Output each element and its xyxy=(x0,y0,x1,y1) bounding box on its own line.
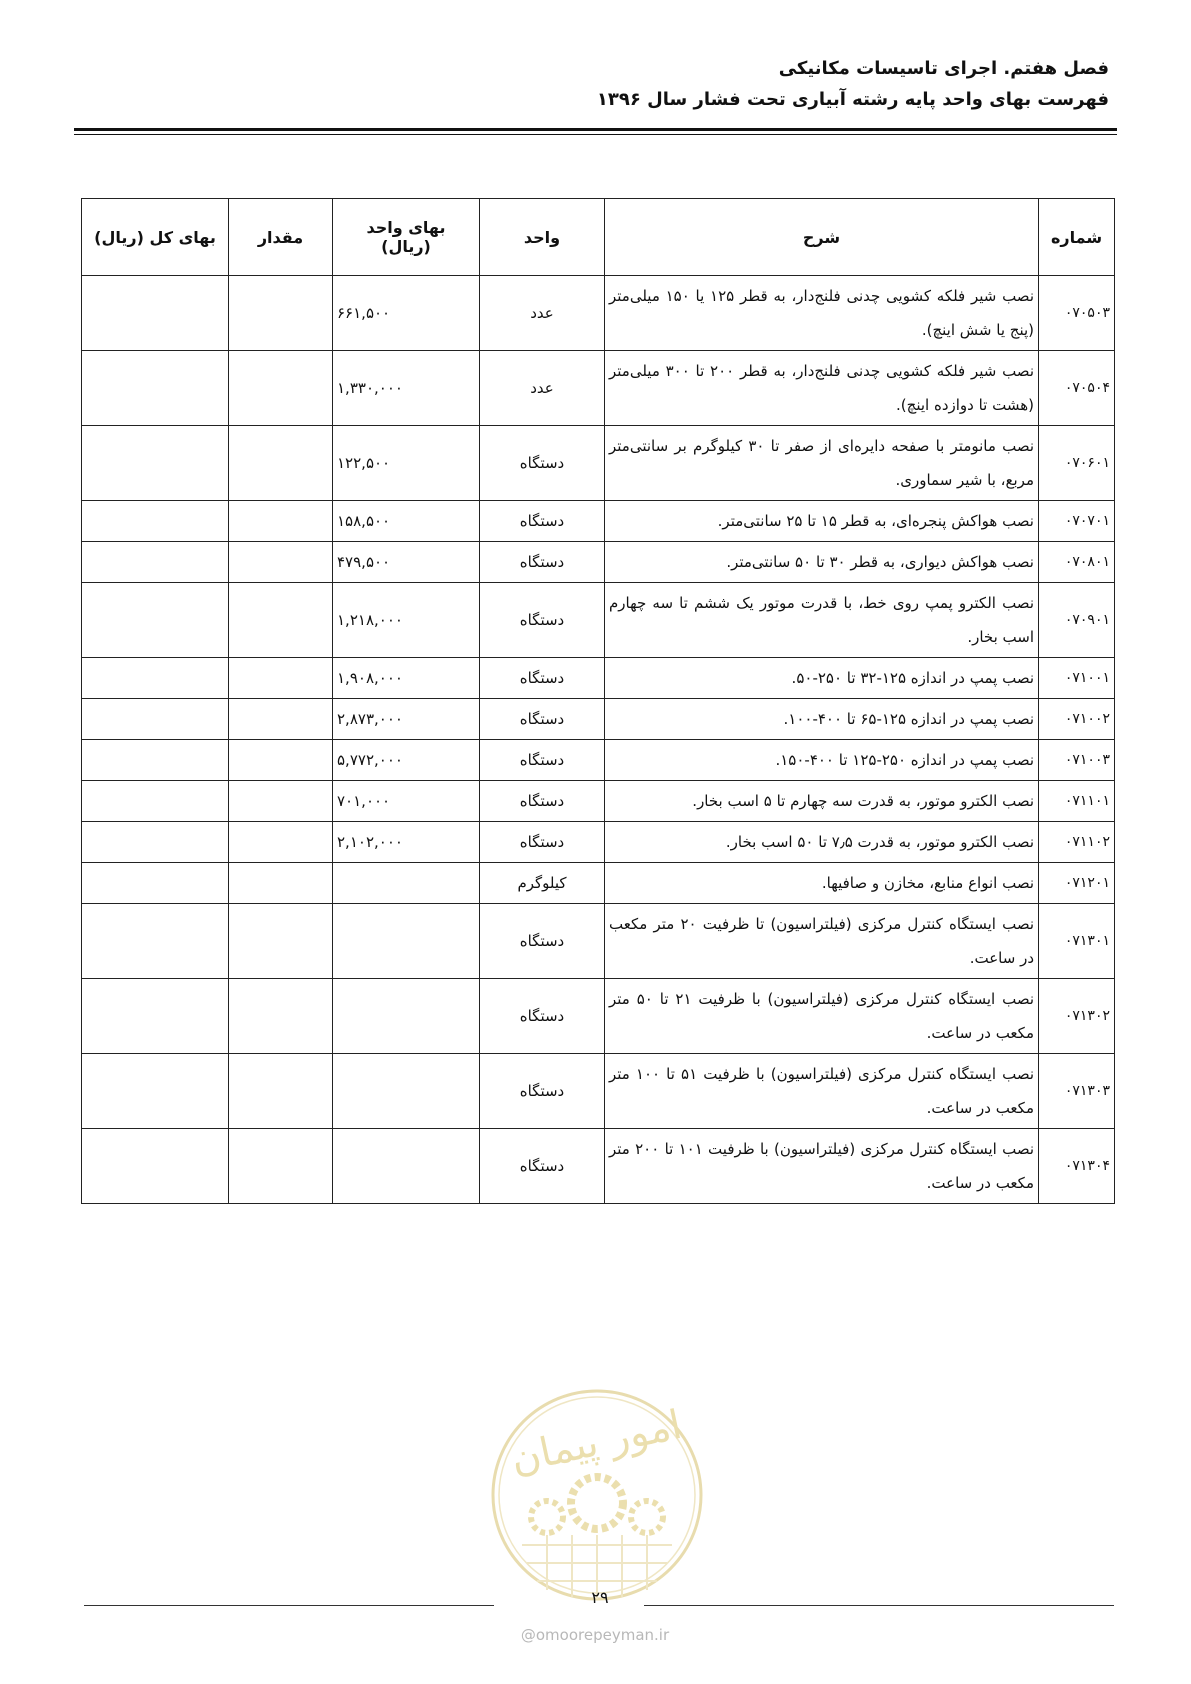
cell-total xyxy=(82,1054,229,1129)
cell-unit-price xyxy=(333,542,480,583)
watermark-seal xyxy=(487,1385,707,1605)
cell-unit: دستگاه xyxy=(480,426,605,501)
cell-number-value: ۰۷۰۷۰۱ xyxy=(1064,513,1110,529)
cell-description: نصب ایستگاه کنترل مرکزی (فیلتراسیون) با ظرفیت ۵۱ تا ۱۰۰ متر مکعب در ساعت. xyxy=(605,1054,1039,1129)
cell-total xyxy=(82,583,229,658)
cell-unit-price xyxy=(333,1054,480,1129)
cell-number-value: ۰۷۱۳۰۴ xyxy=(1064,1158,1110,1174)
cell-total xyxy=(82,1129,229,1204)
cell-number xyxy=(1039,276,1115,351)
cell-number xyxy=(1039,1129,1115,1204)
cell-unit-price xyxy=(333,781,480,822)
cell-unit: عدد xyxy=(480,351,605,426)
cell-total xyxy=(82,426,229,501)
cell-unit-price-value: ۵,۷۷۲,۰۰۰ xyxy=(337,751,403,769)
cell-unit: دستگاه xyxy=(480,501,605,542)
cell-number-value: ۰۷۱۳۰۲ xyxy=(1064,1008,1110,1024)
cell-quantity xyxy=(229,781,333,822)
header-rule-thick xyxy=(74,128,1117,131)
cell-total xyxy=(82,904,229,979)
cell-description: نصب هواکش پنجره‌ای، به قطر ۱۵ تا ۲۵ سانتی‌متر. xyxy=(605,501,1039,542)
table-row xyxy=(82,822,1115,863)
cell-number xyxy=(1039,781,1115,822)
cell-total xyxy=(82,542,229,583)
cell-total xyxy=(82,979,229,1054)
cell-unit-price-value: ۶۶۱,۵۰۰ xyxy=(337,304,391,322)
cell-description: نصب پمپ در اندازه ۲۵۰-۱۲۵ تا ۴۰۰-۱۵۰. xyxy=(605,740,1039,781)
table-row xyxy=(82,658,1115,699)
header-quantity: مقدار xyxy=(229,199,333,276)
chapter-title: فصل هفتم. اجرای تاسیسات مکانیکی xyxy=(778,58,1109,79)
cell-quantity xyxy=(229,979,333,1054)
cell-unit: دستگاه xyxy=(480,740,605,781)
cell-number-value: ۰۷۱۱۰۲ xyxy=(1064,834,1110,850)
cell-unit: دستگاه xyxy=(480,583,605,658)
cell-description: نصب انواع منابع، مخازن و صافیها. xyxy=(605,863,1039,904)
cell-quantity xyxy=(229,542,333,583)
cell-number-value: ۰۷۱۲۰۱ xyxy=(1064,875,1110,891)
cell-number xyxy=(1039,904,1115,979)
cell-number-value: ۰۷۰۶۰۱ xyxy=(1064,455,1110,471)
cell-total xyxy=(82,276,229,351)
cell-description: نصب پمپ در اندازه ۱۲۵-۶۵ تا ۴۰۰-۱۰۰. xyxy=(605,699,1039,740)
cell-unit: دستگاه xyxy=(480,781,605,822)
cell-quantity xyxy=(229,426,333,501)
cell-number xyxy=(1039,740,1115,781)
cell-unit-price xyxy=(333,501,480,542)
table-row xyxy=(82,740,1115,781)
cell-unit-price-value: ۴۷۹,۵۰۰ xyxy=(337,553,391,571)
cell-quantity xyxy=(229,699,333,740)
cell-quantity xyxy=(229,1129,333,1204)
table-row xyxy=(82,1054,1115,1129)
cell-total xyxy=(82,351,229,426)
cell-number xyxy=(1039,426,1115,501)
cell-unit-price-value: ۱,۲۱۸,۰۰۰ xyxy=(337,611,403,629)
cell-number xyxy=(1039,542,1115,583)
cell-quantity xyxy=(229,863,333,904)
cell-quantity xyxy=(229,501,333,542)
cell-number xyxy=(1039,351,1115,426)
cell-number xyxy=(1039,699,1115,740)
cell-number xyxy=(1039,583,1115,658)
cell-unit-price-value: ۱,۳۳۰,۰۰۰ xyxy=(337,379,403,397)
table-row xyxy=(82,1129,1115,1204)
cell-quantity xyxy=(229,658,333,699)
cell-unit-price xyxy=(333,863,480,904)
cell-unit-price-value: ۱۲۲,۵۰۰ xyxy=(337,454,391,472)
cell-unit-price xyxy=(333,351,480,426)
cell-quantity xyxy=(229,583,333,658)
cell-quantity xyxy=(229,1054,333,1129)
website-watermark: @omoorepeyman.ir xyxy=(520,1626,670,1644)
cell-total xyxy=(82,822,229,863)
cell-unit: دستگاه xyxy=(480,979,605,1054)
cell-description: نصب مانومتر با صفحه دایره‌ای از صفر تا ۳۰ کیلوگرم بر سانتی‌متر مربع، با شیر سماوری. xyxy=(605,426,1039,501)
cell-number-value: ۰۷۰۸۰۱ xyxy=(1064,554,1110,570)
cell-unit-price xyxy=(333,658,480,699)
cell-unit-price-value: ۲,۱۰۲,۰۰۰ xyxy=(337,833,403,851)
cell-unit-price-value: ۱۵۸,۵۰۰ xyxy=(337,512,391,530)
cell-total xyxy=(82,658,229,699)
cell-unit: عدد xyxy=(480,276,605,351)
table-row xyxy=(82,979,1115,1054)
footer-rule-right xyxy=(644,1605,1114,1606)
table-row xyxy=(82,351,1115,426)
footer-rule-left xyxy=(84,1605,494,1606)
cell-unit-price xyxy=(333,740,480,781)
cell-unit-price xyxy=(333,583,480,658)
cell-number-value: ۰۷۱۳۰۱ xyxy=(1064,933,1110,949)
cell-description: نصب پمپ در اندازه ۱۲۵-۳۲ تا ۲۵۰-۵۰. xyxy=(605,658,1039,699)
cell-description: نصب شیر فلکه کشویی چدنی فلنج‌دار، به قطر ۲۰۰ تا ۳۰۰ میلی‌متر (هشت تا دوازده اینچ). xyxy=(605,351,1039,426)
document-subtitle: فهرست بهای واحد پایه رشته آبیاری تحت فشار سال ۱۳۹۶ xyxy=(596,89,1109,110)
cell-number-value: ۰۷۱۳۰۳ xyxy=(1064,1083,1110,1099)
cell-unit: دستگاه xyxy=(480,904,605,979)
cell-number xyxy=(1039,1054,1115,1129)
table-row xyxy=(82,904,1115,979)
header-unit-price xyxy=(333,199,480,276)
cell-unit: دستگاه xyxy=(480,822,605,863)
cell-description: نصب شیر فلکه کشویی چدنی فلنج‌دار، به قطر ۱۲۵ یا ۱۵۰ میلی‌متر (پنج یا شش اینچ). xyxy=(605,276,1039,351)
cell-number-value: ۰۷۱۰۰۲ xyxy=(1064,711,1110,727)
table-row xyxy=(82,699,1115,740)
cell-unit-price-value: ۱,۹۰۸,۰۰۰ xyxy=(337,669,403,687)
cell-unit-price xyxy=(333,979,480,1054)
svg-text:امور پیمان: امور پیمان xyxy=(506,1401,686,1483)
cell-quantity xyxy=(229,351,333,426)
cell-number-value: ۰۷۰۹۰۱ xyxy=(1064,612,1110,628)
price-list-table xyxy=(81,198,1115,1204)
table-row xyxy=(82,583,1115,658)
header-description: شرح xyxy=(605,199,1039,276)
cell-unit-price-value: ۲,۸۷۳,۰۰۰ xyxy=(337,710,403,728)
header-unit-price-currency: (ریال) xyxy=(381,237,431,256)
cell-unit: دستگاه xyxy=(480,699,605,740)
table-body xyxy=(82,276,1115,1204)
cell-number-value: ۰۷۱۰۰۱ xyxy=(1064,670,1110,686)
cell-description: نصب هواکش دیواری، به قطر ۳۰ تا ۵۰ سانتی‌متر. xyxy=(605,542,1039,583)
header-rule-thin xyxy=(74,134,1117,135)
cell-number xyxy=(1039,822,1115,863)
table-row xyxy=(82,542,1115,583)
header-unit: واحد xyxy=(480,199,605,276)
cell-unit: دستگاه xyxy=(480,1054,605,1129)
cell-number xyxy=(1039,863,1115,904)
cell-quantity xyxy=(229,740,333,781)
cell-quantity xyxy=(229,904,333,979)
cell-unit: کیلوگرم xyxy=(480,863,605,904)
cell-description: نصب الکترو پمپ روی خط، با قدرت موتور یک ششم تا سه چهارم اسب بخار. xyxy=(605,583,1039,658)
cell-description: نصب ایستگاه کنترل مرکزی (فیلتراسیون) با ظرفیت ۱۰۱ تا ۲۰۰ متر مکعب در ساعت. xyxy=(605,1129,1039,1204)
cell-number xyxy=(1039,501,1115,542)
cell-description: نصب ایستگاه کنترل مرکزی (فیلتراسیون) تا ظرفیت ۲۰ متر مکعب در ساعت. xyxy=(605,904,1039,979)
cell-quantity xyxy=(229,276,333,351)
cell-unit-price xyxy=(333,1129,480,1204)
table-row xyxy=(82,781,1115,822)
cell-unit-price xyxy=(333,276,480,351)
cell-unit: دستگاه xyxy=(480,658,605,699)
page-header xyxy=(80,58,1109,110)
cell-total xyxy=(82,740,229,781)
cell-quantity xyxy=(229,822,333,863)
header-unit-price-label: بهای واحد xyxy=(366,218,446,237)
cell-description: نصب ایستگاه کنترل مرکزی (فیلتراسیون) با ظرفیت ۲۱ تا ۵۰ متر مکعب در ساعت. xyxy=(605,979,1039,1054)
cell-unit-price xyxy=(333,426,480,501)
header-total: بهای کل (ریال) xyxy=(82,199,229,276)
cell-number-value: ۰۷۰۵۰۳ xyxy=(1064,305,1110,321)
cell-number-value: ۰۷۰۵۰۴ xyxy=(1064,380,1110,396)
cell-number-value: ۰۷۱۰۰۳ xyxy=(1064,752,1110,768)
cell-unit-price-value: ۷۰۱,۰۰۰ xyxy=(337,792,391,810)
cell-number xyxy=(1039,658,1115,699)
cell-unit-price xyxy=(333,904,480,979)
cell-number-value: ۰۷۱۱۰۱ xyxy=(1064,793,1110,809)
table-row xyxy=(82,501,1115,542)
table-header-row xyxy=(82,199,1115,276)
cell-total xyxy=(82,699,229,740)
cell-unit: دستگاه xyxy=(480,1129,605,1204)
page-number: ۲۹ xyxy=(591,1588,609,1607)
cell-description: نصب الکترو موتور، به قدرت ۷٫۵ تا ۵۰ اسب بخار. xyxy=(605,822,1039,863)
cell-unit-price xyxy=(333,699,480,740)
cell-total xyxy=(82,781,229,822)
cell-description: نصب الکترو موتور، به قدرت سه چهارم تا ۵ اسب بخار. xyxy=(605,781,1039,822)
cell-unit: دستگاه xyxy=(480,542,605,583)
table-row xyxy=(82,863,1115,904)
header-number: شماره xyxy=(1039,199,1115,276)
cell-total xyxy=(82,501,229,542)
cell-total xyxy=(82,863,229,904)
cell-unit-price xyxy=(333,822,480,863)
table-row xyxy=(82,426,1115,501)
table-row xyxy=(82,276,1115,351)
cell-number xyxy=(1039,979,1115,1054)
